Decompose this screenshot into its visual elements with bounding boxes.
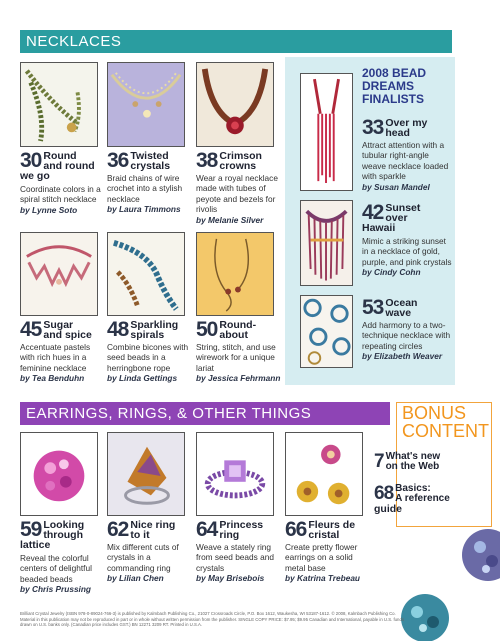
bonus-item-title-continued: guide xyxy=(374,503,402,515)
bonus-item-basics[interactable] xyxy=(374,484,492,515)
necklace-photo-sugar-and-spice xyxy=(20,232,98,316)
page-number: 59 xyxy=(20,518,42,541)
article-description: String, stitch, and use wirework for a unique lariat xyxy=(196,342,276,373)
article-round-and-round[interactable] xyxy=(20,151,102,216)
necklace-photo-crimson-crowns xyxy=(196,62,274,147)
article-over-my-head[interactable] xyxy=(362,118,454,193)
article-description: Weave a stately ring from seed beads and crystals xyxy=(196,542,274,573)
bonus-item-title: Basics: A reference xyxy=(395,483,450,504)
article-title: Round and round xyxy=(43,150,95,172)
earrings-section-banner: EARRINGS, RINGS, & OTHER THINGS xyxy=(20,402,390,425)
article-byline: by May Brisebois xyxy=(196,573,265,584)
necklace-photo-spiral xyxy=(20,62,98,147)
article-sunset-over-hawaii[interactable] xyxy=(362,203,454,278)
necklace-photo-roundabout xyxy=(196,232,274,316)
earrings-photo-lattice xyxy=(20,432,98,516)
publication-fine-print: Brilliant Crystal Jewelry (ISBN 978-0-89024-766-3) is published by Kalmbach Publishing Co., 21027 Crossroads Circle, P.O. Box 1612, Waukesha, WI 53187-1612. © 2008, Kalmbach Publishing Co. Material in this publication may not be reproduced in part or in whole without written permission from the publisher. SINGLE COPY PRICE: $7.95; $9.95 Canadian and International, payable in U.S. funds drawn on U.S. banks only. (Canadian price includes GST.) BN 12271 3209 RT. Printed in U.S.A. xyxy=(20,611,404,628)
page-number: 68 xyxy=(374,483,394,504)
page-number: 64 xyxy=(196,518,218,541)
decorative-bead-cluster-top xyxy=(458,525,500,587)
article-fleurs-de-cristal[interactable] xyxy=(285,520,371,584)
page-number: 42 xyxy=(362,201,384,224)
necklaces-section-banner: NECKLACES xyxy=(20,30,452,53)
page-number: 48 xyxy=(107,318,129,341)
article-byline: by Jessica Fehrmann xyxy=(196,373,281,384)
article-description: Attract attention with a tubular right-angle weave necklace loaded with sparkle xyxy=(362,140,449,182)
article-title: Sunset over xyxy=(385,202,421,224)
article-title: Looking through xyxy=(43,519,85,541)
article-byline: by Elizabeth Weaver xyxy=(362,351,443,362)
article-byline: by Laura Timmons xyxy=(107,204,181,215)
ring-photo-princess-ring xyxy=(196,432,274,516)
bonus-item-whats-new[interactable] xyxy=(374,452,492,472)
article-description: Braid chains of wire crochet into a stylish necklace xyxy=(107,173,183,204)
page-number: 38 xyxy=(196,149,218,172)
article-description: Add harmony to a two-technique necklace with repeating circles xyxy=(362,320,451,351)
bonus-item-title: What's new on the Web xyxy=(385,451,441,472)
article-looking-through-lattice[interactable] xyxy=(20,520,106,595)
article-description: Wear a royal necklace made with tubes of peyote and bezels for rivolis xyxy=(196,173,278,215)
page-number: 53 xyxy=(362,296,384,319)
page-number: 62 xyxy=(107,518,129,541)
article-byline: by Lynne Soto xyxy=(20,204,78,215)
necklace-photo-sparkling-spirals xyxy=(107,232,185,316)
article-title-continued: Hawaii xyxy=(362,222,396,234)
page-number: 33 xyxy=(362,116,384,139)
article-crimson-crowns[interactable] xyxy=(196,151,280,226)
article-title: Round- about xyxy=(219,319,257,341)
article-title-continued: we go xyxy=(20,170,50,182)
finalists-title: 2008 BEAD DREAMS FINALISTS xyxy=(362,66,427,106)
article-byline: by Tea Benduhn xyxy=(20,373,85,384)
article-title: Sparkling spirals xyxy=(130,319,179,341)
bonus-content-title: BONUS CONTENT xyxy=(402,403,489,441)
article-description: Combine bicones with seed beads in a herringbone rope xyxy=(107,342,189,373)
article-title: Fleurs de cristal xyxy=(308,519,356,541)
page-number: 45 xyxy=(20,318,42,341)
article-byline: by Susan Mandel xyxy=(362,181,430,192)
article-sparkling-spirals[interactable] xyxy=(107,320,193,384)
article-title: Twisted crystals xyxy=(130,150,171,172)
article-byline: by Melanie Silver xyxy=(196,214,264,225)
article-title: Sugar and spice xyxy=(43,319,92,341)
article-byline: by Lilian Chen xyxy=(107,573,164,584)
article-byline: by Chris Prussing xyxy=(20,584,92,595)
article-description: Accentuate pastels with rich hues in a feminine necklace xyxy=(20,342,91,373)
article-title: Princess ring xyxy=(219,519,264,541)
article-title: Nice ring to it xyxy=(130,519,176,541)
necklace-photo-twisted-crystals xyxy=(107,62,185,147)
page-number: 30 xyxy=(20,149,42,172)
article-twisted-crystals[interactable] xyxy=(107,151,191,215)
page-number: 50 xyxy=(196,318,218,341)
article-description: Create pretty flower earrings on a solid metal base xyxy=(285,542,358,573)
article-description: Reveal the colorful centers of delightful beaded beads xyxy=(20,553,92,584)
page-number: 7 xyxy=(374,451,384,472)
finalist-photo-ocean-wave xyxy=(300,295,353,368)
article-byline: by Cindy Cohn xyxy=(362,267,421,278)
article-princess-ring[interactable] xyxy=(196,520,282,584)
page-number: 36 xyxy=(107,149,129,172)
article-byline: by Linda Gettings xyxy=(107,373,178,384)
finalist-photo-sunset-over-hawaii xyxy=(300,200,353,286)
article-byline: by Katrina Trebeau xyxy=(285,573,361,584)
article-ocean-wave[interactable] xyxy=(362,298,454,362)
article-nice-ring[interactable] xyxy=(107,520,193,584)
article-title-continued: lattice xyxy=(20,539,51,551)
article-roundabout[interactable] xyxy=(196,320,282,384)
page-number: 66 xyxy=(285,518,307,541)
ring-photo-nice-ring xyxy=(107,432,185,516)
article-description: Mimic a striking sunset in a necklace of gold, purple, and pink crystals xyxy=(362,236,452,267)
earrings-photo-fleurs-de-cristal xyxy=(285,432,363,516)
article-sugar-and-spice[interactable] xyxy=(20,320,104,384)
article-title: Crimson crowns xyxy=(219,150,262,172)
article-description: Mix different cuts of crystals in a commanding ring xyxy=(107,542,179,573)
article-title: Ocean wave xyxy=(385,297,418,319)
finalist-photo-over-my-head xyxy=(300,73,353,191)
article-description: Coordinate colors in a spiral stitch necklace xyxy=(20,184,101,205)
article-title: Over my head xyxy=(385,117,428,139)
